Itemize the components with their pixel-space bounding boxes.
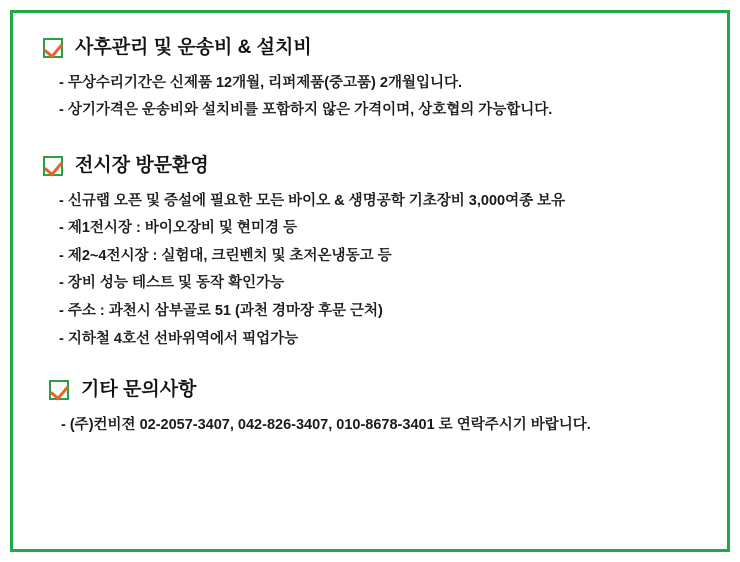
- spacer: [41, 125, 699, 155]
- list-item: - 주소 : 과천시 삼부골로 51 (과천 경마장 후문 근처): [59, 302, 383, 319]
- section-title: 전시장 방문환영: [75, 154, 209, 176]
- section-aftercare: [41, 35, 699, 125]
- document-content: [13, 13, 727, 549]
- list-item: - (주)컨비젼 02-2057-3407, 042-826-3407, 010-8678-3401 로 연락주시기 바랍니다.: [61, 416, 591, 433]
- list-item: - 지하철 4호선 선바위역에서 픽업가능: [59, 330, 299, 347]
- section-title: 기타 문의사항: [81, 379, 197, 401]
- checkbox-checked-icon: [43, 156, 63, 176]
- green-border-frame: [10, 10, 730, 552]
- bullet-list-contact: [41, 412, 699, 440]
- checkbox-checked-icon: [43, 38, 63, 58]
- section-heading-showroom: [43, 155, 699, 178]
- list-item: - 상기가격은 운송비와 설치비를 포함하지 않은 가격이며, 상호협의 가능합니다.: [59, 102, 553, 119]
- bullet-list-showroom: [41, 188, 699, 353]
- section-showroom: [41, 155, 699, 353]
- section-heading-aftercare: [43, 37, 699, 60]
- section-title: 사후관리 및 운송비 & 설치비: [75, 37, 312, 58]
- section-contact: [41, 379, 699, 439]
- list-item: - 신규랩 오픈 및 증설에 필요한 모든 바이오 & 생명공학 기초장비 3,000여종 보유: [59, 192, 566, 209]
- list-item: - 제2~4전시장 : 실험대, 크린벤치 및 초저온냉동고 등: [59, 247, 392, 264]
- checkbox-checked-icon: [49, 380, 69, 400]
- list-item: - 장비 성능 테스트 및 동작 확인가능: [59, 275, 285, 292]
- spacer: [41, 353, 699, 379]
- list-item: - 제1전시장 : 바이오장비 및 현미경 등: [59, 220, 297, 237]
- section-heading-contact: [49, 379, 699, 402]
- bullet-list-aftercare: [41, 70, 699, 125]
- list-item: - 무상수리기간은 신제품 12개월, 리퍼제품(중고품) 2개월입니다.: [59, 74, 463, 91]
